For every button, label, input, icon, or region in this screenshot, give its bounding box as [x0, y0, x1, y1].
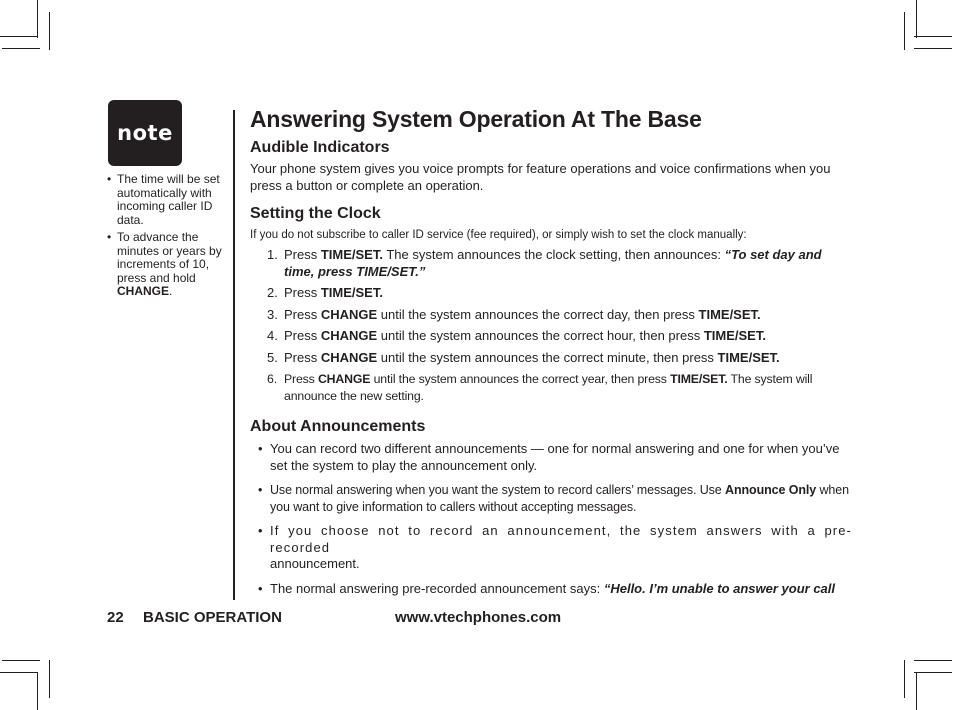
- crop-mark: [37, 672, 38, 710]
- bullet-quote: “Hello. I’m unable to answer your call: [603, 580, 836, 596]
- list-item: [250, 247, 852, 280]
- step-text: until the system announces the correct hour, then press: [377, 328, 704, 343]
- bullet-text: You can record two different announcements — one for normal answering and one for when you’ve set the system to play the announcement only.: [270, 441, 840, 473]
- crop-mark: [0, 672, 38, 673]
- step-text: Press: [284, 285, 321, 300]
- list-item: [250, 371, 852, 404]
- step-text: Press: [284, 372, 318, 386]
- step-text: Press: [284, 306, 321, 322]
- bullet-key: Announce Only: [725, 483, 817, 497]
- page-number: 22: [107, 609, 124, 626]
- side-note-key: CHANGE: [117, 284, 170, 298]
- list-item: [250, 328, 852, 345]
- list-item: [250, 523, 852, 573]
- crop-mark: [2, 660, 40, 661]
- bullet-icon: •: [258, 441, 263, 456]
- side-note-text: To advance the minutes or years by increments of 10, press and hold: [117, 230, 222, 285]
- bullet-text: The normal answering pre-recorded announcement says:: [270, 580, 604, 596]
- bullet-icon: •: [107, 172, 112, 186]
- step-key: CHANGE: [317, 372, 371, 386]
- list-item: [250, 350, 852, 367]
- step-text: Press: [284, 328, 321, 343]
- step-number: 4.: [267, 328, 278, 343]
- note-badge-label: note: [117, 121, 173, 145]
- bullet-icon: •: [258, 580, 263, 596]
- crop-mark: [914, 36, 952, 37]
- step-key: TIME/SET.: [717, 349, 780, 365]
- section-heading-clock: Setting the Clock: [250, 205, 381, 222]
- section-heading-announcements: About Announcements: [250, 418, 426, 435]
- crop-mark: [2, 48, 40, 49]
- crop-mark: [37, 0, 38, 38]
- step-number: 1.: [267, 247, 278, 262]
- section-name: BASIC OPERATION: [143, 609, 282, 626]
- crop-mark: [914, 48, 952, 49]
- crop-mark: [49, 12, 50, 50]
- note-badge: [108, 100, 182, 166]
- clock-intro: If you do not subscribe to caller ID service (fee required), or simply wish to set the clock manually:: [250, 229, 747, 241]
- website-url: www.vtechphones.com: [395, 609, 562, 626]
- step-text: until the system announces the correct minute, then press: [377, 349, 718, 365]
- step-key: CHANGE: [320, 328, 378, 343]
- clock-steps: [250, 247, 852, 404]
- step-text: The system will announce the new setting.: [284, 372, 813, 403]
- bullet-icon: •: [107, 230, 112, 244]
- side-note-item: [104, 231, 224, 299]
- bullet-text: If you choose not to record an announcement, the system answers with a pre-recorded: [270, 523, 852, 555]
- side-notes: [104, 173, 224, 303]
- crop-mark: [916, 672, 917, 710]
- main-content: [250, 104, 852, 605]
- step-text: until the system announces the correct year, then press: [370, 372, 671, 386]
- step-key: TIME/SET.: [320, 285, 383, 300]
- step-number: 5.: [267, 349, 278, 365]
- step-text: Press: [284, 247, 321, 262]
- list-item: [250, 581, 852, 598]
- list-item: [250, 482, 852, 515]
- step-key: TIME/SET.: [320, 247, 383, 262]
- bullet-text: announcement.: [270, 556, 360, 571]
- step-key: CHANGE: [320, 306, 378, 322]
- step-number: 6.: [267, 372, 277, 386]
- section-heading-audible: Audible Indicators: [250, 139, 390, 156]
- side-note-tail: .: [169, 284, 173, 298]
- step-key: CHANGE: [320, 349, 378, 365]
- list-item: [250, 441, 852, 474]
- announcement-bullets: [250, 441, 852, 597]
- audible-text: Your phone system gives you voice prompts for feature operations and voice confirmations when you press a button or complete an operation.: [250, 161, 831, 193]
- vertical-divider: [233, 110, 235, 600]
- bullet-icon: •: [258, 483, 263, 497]
- step-key: TIME/SET.: [670, 372, 728, 386]
- crop-mark: [914, 672, 952, 673]
- step-text: until the system announces the correct day, then press: [377, 306, 699, 322]
- page-footer: [107, 609, 867, 629]
- side-note-text: The time will be set automatically with incoming caller ID data.: [117, 172, 220, 227]
- step-number: 3.: [267, 306, 278, 322]
- bullet-text: Use normal answering when you want the system to record callers’ messages. Use: [270, 483, 726, 497]
- list-item: [250, 307, 852, 324]
- step-quote: “To set day and time, press TIME/SET.”: [284, 247, 822, 279]
- crop-mark: [0, 36, 38, 37]
- step-number: 2.: [267, 285, 278, 300]
- page-title: Answering System Operation At The Base: [250, 106, 702, 132]
- step-text: The system announces the clock setting, then announces:: [382, 247, 725, 262]
- crop-mark: [916, 0, 917, 38]
- crop-mark: [49, 660, 50, 698]
- crop-mark: [904, 12, 905, 50]
- crop-mark: [904, 660, 905, 698]
- crop-mark: [914, 660, 952, 661]
- step-key: TIME/SET.: [703, 328, 766, 343]
- bullet-icon: •: [258, 523, 264, 538]
- list-item: [250, 285, 852, 302]
- step-key: TIME/SET.: [698, 306, 761, 322]
- bullet-text: when you want to give information to callers without accepting messages.: [270, 483, 849, 514]
- side-note-item: [104, 173, 224, 227]
- step-text: Press: [284, 349, 321, 365]
